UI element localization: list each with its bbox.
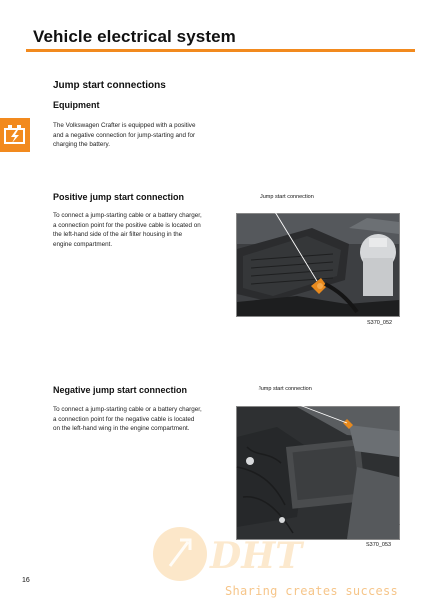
negative-heading: Negative jump start connection	[53, 385, 188, 395]
text-line: the left-hand side of the air filter housing in the	[53, 231, 183, 239]
watermark-text: Sharing creates success	[225, 584, 399, 598]
title-rule	[26, 49, 415, 52]
watermark-brand: DHT	[210, 535, 303, 577]
positive-connection-photo	[236, 213, 400, 317]
text-line: engine compartment.	[53, 240, 113, 248]
section-heading: Jump start connections	[53, 80, 166, 91]
text-line: The Volkswagen Crafter is equipped with a positive	[53, 122, 196, 129]
text-line: a connection point for the negative cable is located	[53, 415, 195, 423]
equipment-heading: Equipment	[53, 100, 100, 110]
text-line: a connection point for the positive cable is located on	[53, 221, 201, 229]
positive-figure-ref: S370_052	[367, 320, 393, 326]
page-number: 16	[22, 577, 30, 584]
equipment-text	[53, 121, 195, 150]
negative-text	[53, 405, 202, 434]
page-title: Vehicle electrical system	[33, 27, 236, 46]
positive-callout-label: Jump start connection	[260, 194, 314, 200]
jump-start-battery-icon	[0, 118, 30, 152]
text-line: and a negative connection for jump-starting and for	[53, 131, 196, 139]
positive-heading: Positive jump start connection	[53, 192, 185, 202]
positive-text	[53, 211, 202, 249]
text-line: charging the battery.	[53, 141, 110, 149]
text-line: To connect a jump-starting cable or a battery charger,	[53, 212, 202, 219]
negative-figure-ref: S370_053	[366, 542, 392, 548]
text-line: on the left-hand wing in the engine compartment.	[53, 425, 190, 433]
watermark-logo	[150, 520, 303, 589]
negative-callout-label: Jump start connection	[258, 386, 312, 392]
text-line: To connect a jump-starting cable or a battery charger,	[53, 406, 202, 413]
